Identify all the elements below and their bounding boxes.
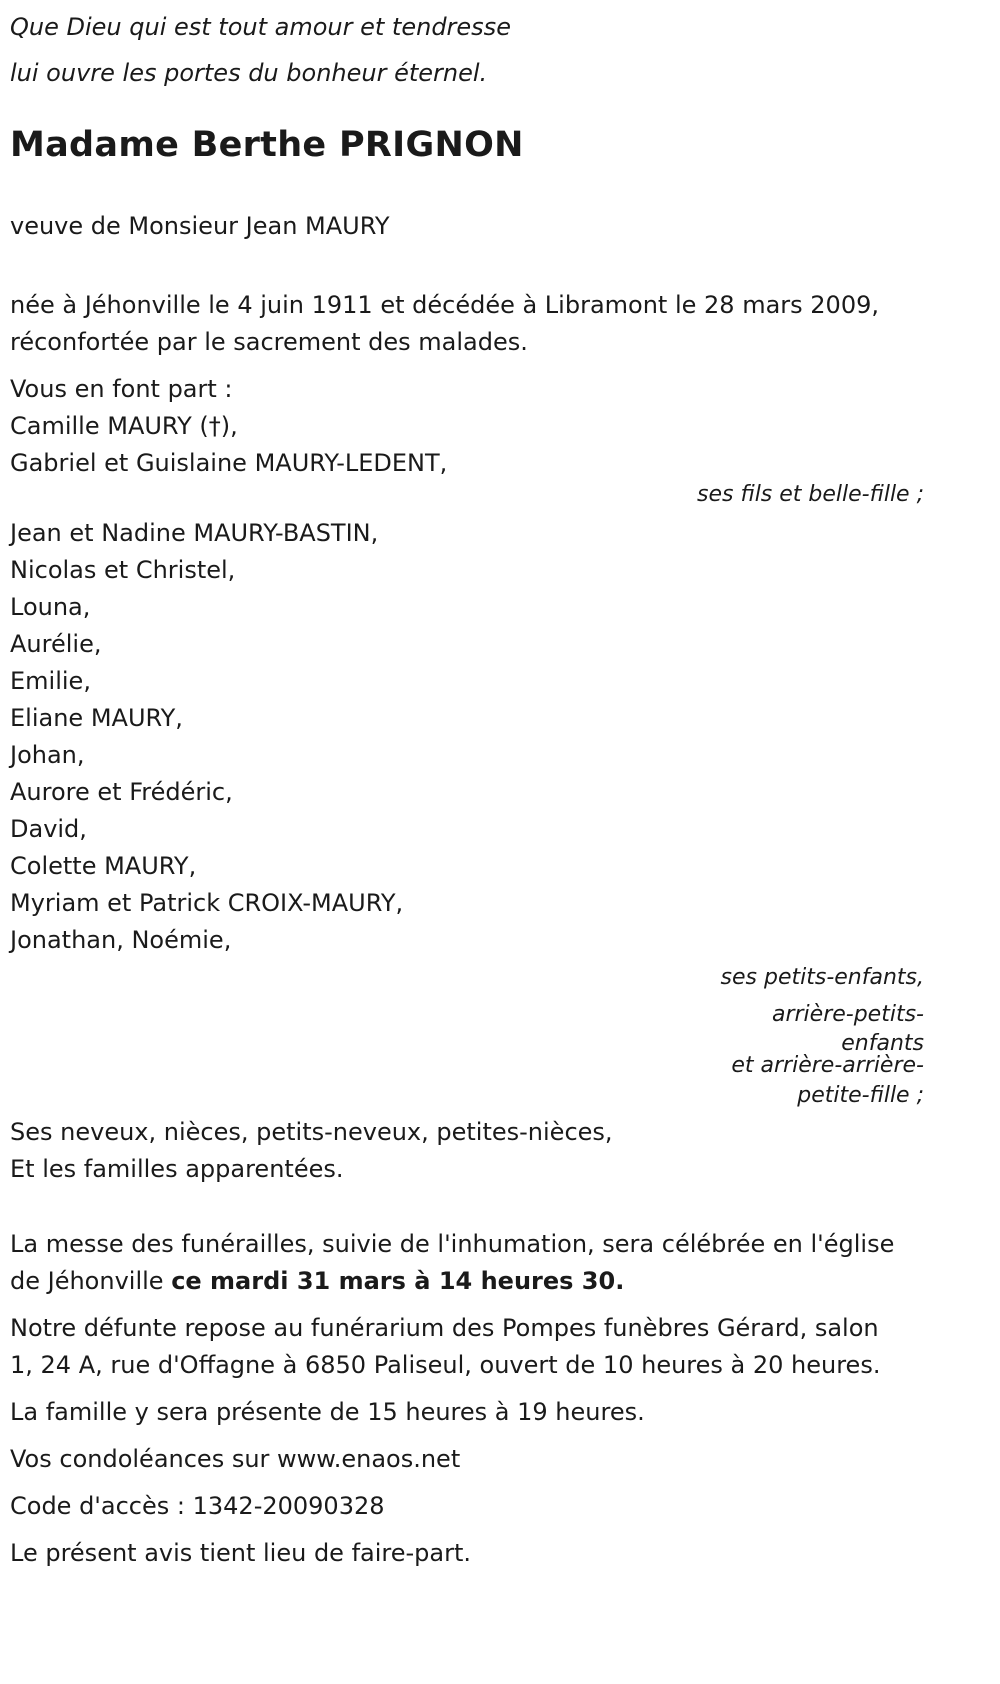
birth-death-info [10, 287, 924, 361]
grandchild-name: Louna, [10, 593, 91, 621]
funerarium-line-2: 1, 24 A, rue d'Offagne à 6850 Paliseul, ouvert de 10 heures à 20 heures. [10, 1351, 881, 1379]
grandchild-name: Johan, [10, 741, 85, 769]
grandchild-name: Colette MAURY, [10, 852, 197, 880]
relation-line: enfants [841, 1031, 924, 1056]
obituary-notice [10, 0, 924, 1572]
funeral-line-2 [10, 1263, 924, 1300]
grandchildren-relation [10, 959, 924, 1114]
extended-family-line-1: Ses neveux, nièces, petits-neveux, petites-nièces, [10, 1118, 613, 1146]
relation-line: petite-fille ; [797, 1083, 924, 1108]
child-name: Camille MAURY (†), [10, 412, 238, 440]
grandchildren-list [10, 515, 924, 959]
grandchild-name: David, [10, 815, 87, 843]
grandchild-name: Jonathan, Noémie, [10, 926, 232, 954]
grandchild-name: Aurore et Frédéric, [10, 778, 233, 806]
birth-line-2: réconfortée par le sacrement des malades. [10, 328, 528, 356]
relation-line: arrière-petits- [771, 1002, 924, 1027]
widow-line: veuve de Monsieur Jean MAURY [10, 212, 390, 240]
funeral-line-1: La messe des funérailles, suivie de l'inhumation, sera célébrée en l'église [10, 1230, 895, 1258]
verse-line-2: lui ouvre les portes du bonheur éternel. [10, 59, 488, 87]
birth-line-1: née à Jéhonville le 4 juin 1911 et décédée à Libramont le 28 mars 2009, [10, 291, 879, 319]
children-relation: ses fils et belle-fille ; [697, 482, 924, 507]
extended-family [10, 1114, 924, 1188]
funeral-date: ce mardi 31 mars à 14 heures 30. [171, 1267, 625, 1295]
grandchild-name: Emilie, [10, 667, 91, 695]
family-presence: La famille y sera présente de 15 heures à 19 heures. [10, 1398, 645, 1426]
grandchild-name: Nicolas et Christel, [10, 556, 236, 584]
announce-section [10, 371, 924, 482]
extended-family-line-2: Et les familles apparentées. [10, 1155, 344, 1183]
condolences-line: Vos condoléances sur www.enaos.net [10, 1445, 461, 1473]
verse [10, 4, 924, 96]
notice-line: Le présent avis tient lieu de faire-part. [10, 1539, 472, 1567]
relation-line: ses petits-enfants, [720, 965, 924, 990]
grandchild-name: Jean et Nadine MAURY-BASTIN, [10, 519, 379, 547]
verse-line-1: Que Dieu qui est tout amour et tendresse [10, 13, 511, 41]
access-code: Code d'accès : 1342-20090328 [10, 1492, 385, 1520]
grandchild-name: Myriam et Patrick CROIX-MAURY, [10, 889, 404, 917]
funerarium-line-1: Notre défunte repose au funérarium des Pompes funèbres Gérard, salon [10, 1314, 879, 1342]
child-name: Gabriel et Guislaine MAURY-LEDENT, [10, 449, 448, 477]
grandchild-name: Eliane MAURY, [10, 704, 183, 732]
relation-line: et arrière-arrière- [731, 1053, 924, 1078]
deceased-name: Madame Berthe PRIGNON [10, 125, 524, 165]
funeral-info [10, 1226, 924, 1300]
grandchild-name: Aurélie, [10, 630, 102, 658]
funerarium-info [10, 1310, 924, 1384]
funeral-place: de Jéhonville [10, 1267, 172, 1295]
announce-intro: Vous en font part : [10, 375, 233, 403]
